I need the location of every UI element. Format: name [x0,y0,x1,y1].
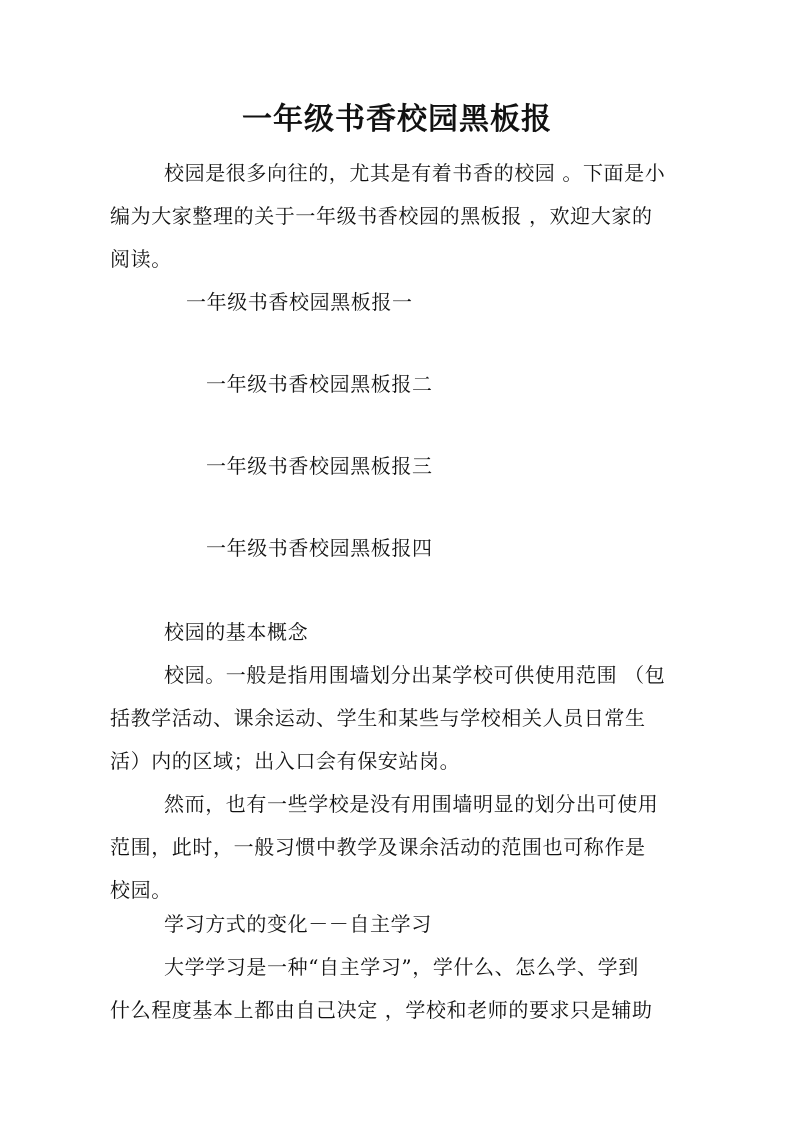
concept-heading: 校园的基本概念 [164,620,309,644]
study-heading: 学习方式的变化－－自主学习 [164,912,432,936]
study-para-line-2: 什么程度基本上都由自己决定 ，学校和老师的要求只是辅助 [110,998,653,1022]
concept-para2-line-1: 然而，也有一些学校是没有用围墙明显的划分出可使用 [164,792,659,816]
section-heading-2: 一年级书香校园黑板报二 [206,372,433,396]
intro-line-2: 编为大家整理的关于一年级书香校园的黑板报 ，欢迎大家的 [110,204,653,228]
section-heading-1: 一年级书香校园黑板报一 [186,290,413,314]
concept-para2-line-3: 校园。 [110,878,172,902]
section-heading-3: 一年级书香校园黑板报三 [206,454,433,478]
intro-line-3: 阅读。 [110,247,172,271]
section-heading-4: 一年级书香校园黑板报四 [206,536,433,560]
study-para-line-1: 大学学习是一种“自主学习”，学什么、怎么学、学到 [164,955,639,979]
intro-line-1: 校园是很多向往的，尤其是有着书香的校园 。下面是小 [164,161,666,185]
document-title: 一年级书香校园黑板报 [242,102,552,137]
concept-para1-line-1: 校园。一般是指用围墙划分出某学校可供使用范围 （包 [164,663,666,687]
concept-para1-line-3: 活）内的区域；出入口会有保安站岗。 [110,749,461,773]
concept-para2-line-2: 范围，此时，一般习惯中教学及课余活动的范围也可称作是 [110,835,646,859]
concept-para1-line-2: 括教学活动、课余运动、学生和某些与学校相关人员日常生 [110,706,646,730]
